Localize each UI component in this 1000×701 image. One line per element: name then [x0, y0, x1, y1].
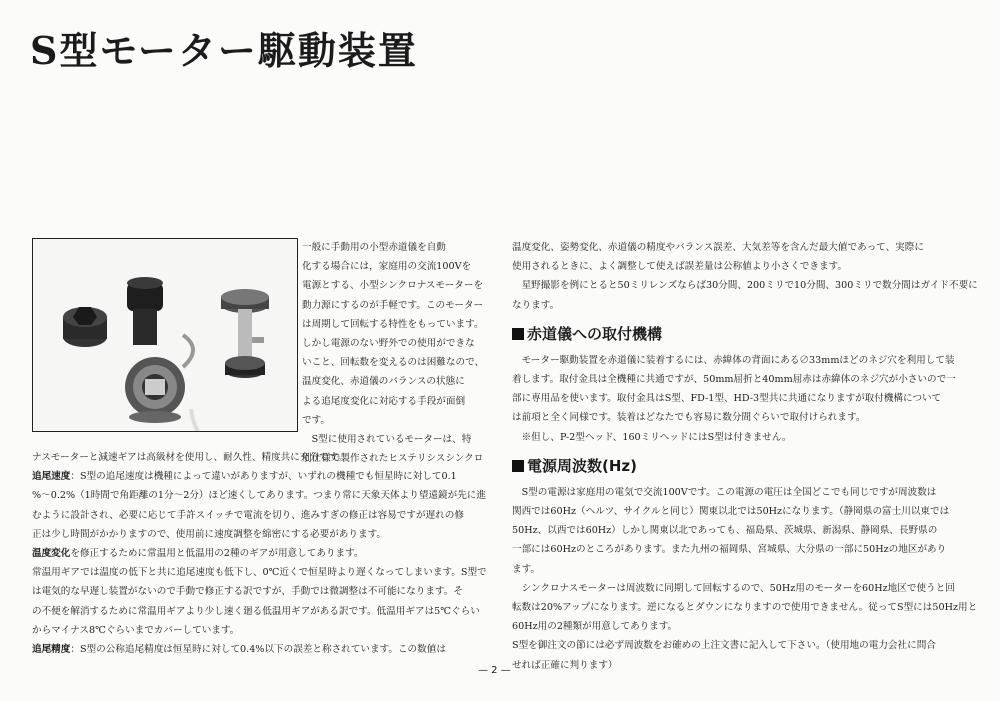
text-line: からマイナス8℃ぐらいまでカバーしています。 [32, 624, 240, 636]
section-heading-mount: 赤道儀への取付機構 [512, 322, 974, 346]
text-line: 温度変化、姿勢変化、赤道儀の精度やバランス誤差、大気差等を含んだ最大値であって、実際に [512, 242, 924, 253]
text-line: いこと、回転数を変えるのは困難なので、 [302, 357, 485, 369]
text-line: 常温用ギアでは温度の低下と共に追尾速度も低下し、0℃近くで恒星時より遅くなってしまいます。S型で [32, 567, 487, 579]
square-bullet-icon [512, 328, 524, 340]
text-line: 温度変化、赤道儀のバランスの状態に [302, 376, 465, 388]
text-line: は電気的な早遅し装置がないので手動で修正する訳ですが、手動では微調整は不可能になります。そ [32, 586, 463, 598]
text-line: ナスモーターと減速ギアは高級材を使用し、耐久性、精度共に充分です。 [32, 452, 348, 463]
text-line: 一般に手動用の小型赤道儀を自動 [302, 242, 446, 253]
section-label: 温度変化 [32, 548, 71, 560]
section-label: 追尾速度 [32, 471, 71, 483]
page-title: S型モーター駆動装置 [30, 28, 418, 73]
text-line: です。 [302, 414, 331, 426]
text-line: しかし電源のない野外での使用ができな [302, 338, 475, 350]
text-line: S型の電源は家庭用の電気で交流100Vです。この電源の電圧は全国どこでも同じですが周波数は [512, 486, 937, 498]
text-line: 温度変化を修正するために常温用と低温用の2種のギアが用意してあります。 [32, 548, 364, 560]
text-line: よる追尾度変化に対応する手段が面倒 [302, 395, 466, 407]
page-number: — 2 — [478, 665, 511, 676]
text-line: %〜0.2%（1時間で角距離の1分〜2分）ほど速くしてあります。つまり常に天象天体より望遠鏡が先に進 [32, 490, 486, 502]
text-line: 関西では60Hz（ヘルツ、サイクルと同じ）関東以北では50Hzになります。（静岡県の富士川以東では [512, 506, 950, 518]
text-line: は周期して回転する特性をもっています。 [302, 318, 484, 330]
text-line: 一部には60Hzのところがあります。また九州の福岡県、宮城県、大分県の一部に50Hzの地区があり [512, 544, 947, 556]
text-line: むように設計され、必要に応じて手許スイッチで電流を切り、進みすぎの修正は容易ですが遅れの修 [32, 509, 464, 521]
text-line: 追尾速度：S型の追尾速度は機種によって違いがありますが、いずれの機種でも恒星時に対して0.1 [32, 471, 457, 483]
text-line: 星野撮影を例にとると50ミリレンズならば30分間、200ミリで10分間、300ミリで数分間はガイド不要に [512, 280, 978, 292]
text-line: 別仕様で製作されたヒステリシスシンクロ [302, 453, 484, 465]
product-photo [32, 238, 298, 432]
section-heading-frequency: 電源周波数(Hz) [512, 454, 974, 478]
text-line: なります。 [512, 299, 560, 311]
text-line: 化する場合には，家庭用の交流100Vを [302, 261, 472, 273]
text-line: S型に使用されているモーターは、特 [302, 434, 472, 446]
text-line: S型を御注文の節には必ず周波数をお確めの上注文書に記入して下さい。（使用地の電力会社に問合 [512, 640, 936, 652]
text-line: 部に専用品を使います。取付金具はS型、FD-1型、HD-3型共に共通になりますが取付機構について [512, 393, 942, 405]
text-line: 50Hz、以西では60Hz）しかし関東以北であっても、福島県、茨城県、新潟県、静岡県、長野県の [512, 525, 938, 537]
text-line: 転数は20%アップになります。逆になるとダウンになりますので使用できません。従ってS型には50Hz用と [512, 602, 978, 614]
text-line: 追尾精度：S型の公称追尾精度は恒星時に対して0.4%以下の誤差と称されています。この数値は [32, 644, 446, 656]
text-line: 動力源にするのが手軽です。このモーター [302, 299, 484, 311]
intro-paragraph [302, 238, 486, 468]
text-line: ます。 [512, 563, 541, 575]
text-line: 電源とする、小型シンクロナスモーターを [302, 280, 484, 292]
text-line: は前項と全く同様です。装着はどなたでも容易に数分間ぐらいで取付けられます。 [512, 412, 866, 424]
right-column-text [512, 238, 978, 675]
text-line: の不便を解消するために常温用ギアより少し速く廻る低温用ギアがある訳です。低温用ギアは5℃ぐらい [32, 605, 480, 617]
text-line: 着します。取付金具は全機種に共通ですが、50mm屈折と40mm屈赤は赤緯体のネジ穴が小さいので一 [512, 374, 956, 386]
motor-drive-illustration [33, 239, 297, 431]
text-line: 使用されるときに、よく調整して使えば誤差量は公称値より小さくできます。 [512, 261, 848, 273]
text-line: シンクロナスモーターは周波数に同期して回転するので、50Hz用のモーターを60Hz地区で使うと回 [512, 582, 955, 594]
text-line: 60Hz用の2種類が用意してあります。 [512, 621, 678, 633]
text-line: せれば正確に判ります） [512, 659, 618, 671]
text-line: ※但し、P-2型ヘッド、160ミリヘッドにはS型は付きません。 [512, 431, 792, 443]
left-column-text [32, 448, 486, 659]
square-bullet-icon [512, 460, 524, 472]
text-line: モーター駆動装置を赤道儀に装着するには、赤緯体の背面にある∅33mmほどのネジ穴を利用して装 [512, 354, 955, 366]
text-line: 正は少し時間がかかりますので、使用前に速度調整を綿密にする必要があります。 [32, 528, 387, 540]
section-label: 追尾精度 [32, 644, 71, 656]
